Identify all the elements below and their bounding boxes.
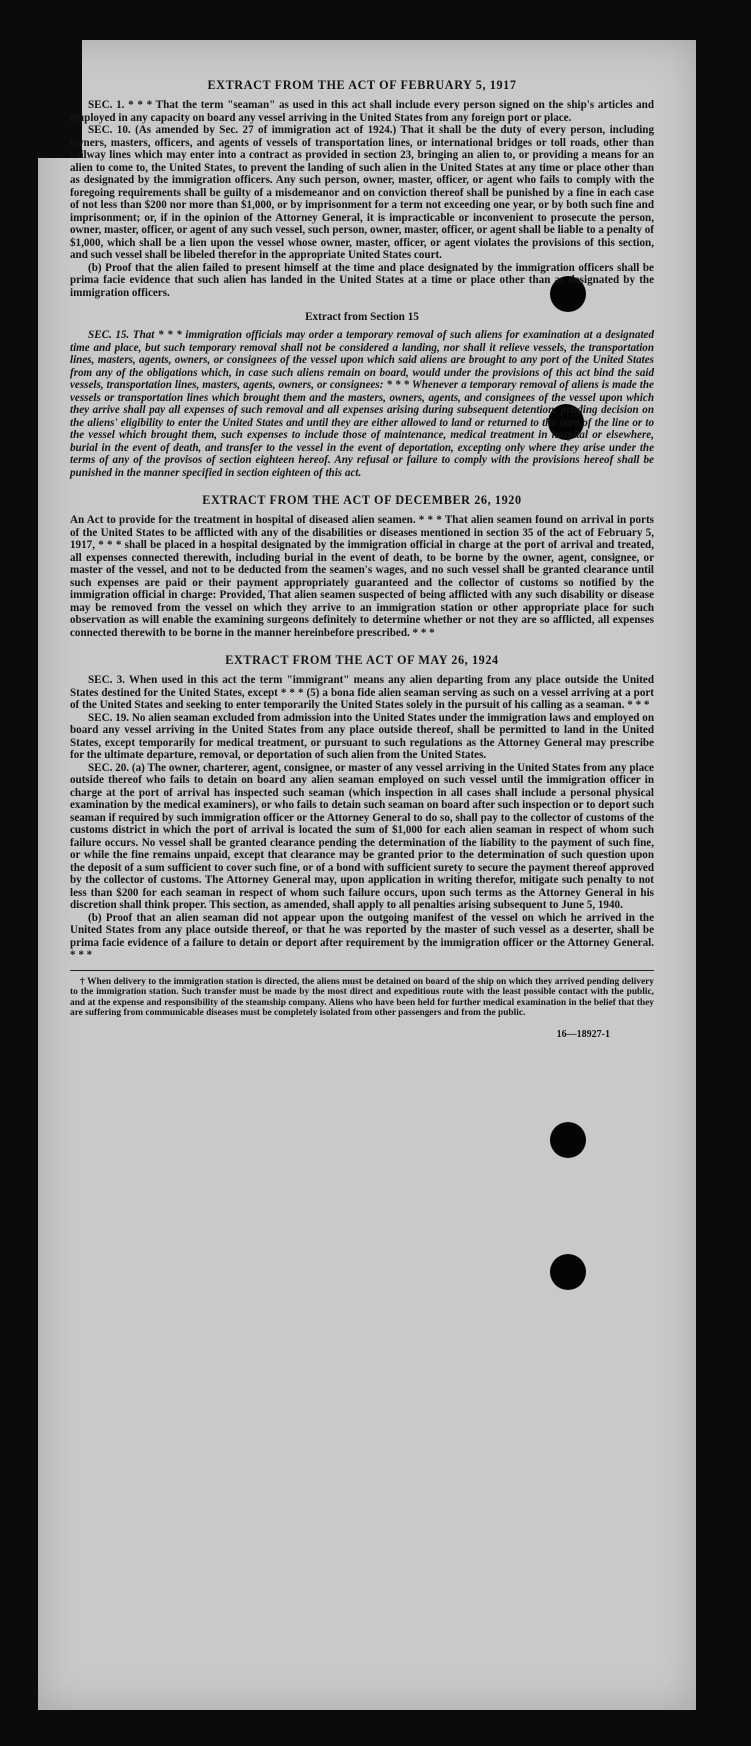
- paragraph-sec19: SEC. 19. No alien seaman excluded from admission into the United States under the immigration laws and employed on board any vessel arriving in the United States from any place outside thereof, shall be permitted to land in the United States, except temporarily for medical treatment, or pursuant to such regulations as the Attorney General may prescribe for the ultimate departure, removal, or deportation of such alien from the United States.: [70, 711, 654, 761]
- section-heading-feb-1917: EXTRACT FROM THE ACT OF FEBRUARY 5, 1917: [207, 78, 517, 92]
- paragraph-sec20-b: (b) Proof that an alien seaman did not appear upon the outgoing manifest of the vessel on which he arrived in the United States from any place outside thereof, or that he was reported by the master of such vessel as a deserter, shall be prima facie evidence of a failure to detain or deport after requirement by the immigration officer or the Attorney General. * * *: [70, 911, 654, 961]
- paragraph-sec20-a: SEC. 20. (a) The owner, charterer, agent, consignee, or master of any vessel arriving in the United States from any place outside thereof who fails to detain on board any alien seaman employed on such vessel until the immigration officer in charge at the port of arrival has inspected such seaman (which inspection in all cases shall include a personal physical examination by the medical examiners), or who fails to detain such seaman on board after such inspection or to deport such seaman if required by such immigration officer or the Attorney General to do so, shall pay to the collector of customs of the customs district in which the port of arrival is located the sum of $1,000 for each alien seaman in respect of whom such failure occurs. No vessel shall be granted clearance pending the determination of the liability to the payment of such fine, or while the fine remains unpaid, except that clearance may be granted prior to the determination of such question upon the deposit of a sum sufficient to cover such fine, or of a bond with sufficient surety to secure the payment thereof approved by the collector of customs. The Attorney General may, upon application in writing therefor, mitigate such penalty to not less than $200 for each seaman in respect of whom such failure occurs, upon such terms as the Attorney General in his discretion shall think proper. This section, as amended, shall apply to all penalties arising subsequent to June 5, 1940.: [70, 761, 654, 911]
- paragraph-sec10: SEC. 10. (As amended by Sec. 27 of immigration act of 1924.) That it shall be the duty of every person, including owners, masters, officers, and agents of vessels of transportation lines, or international bridges or toll roads, other than railway lines which may enter into a contract as provided in section 23, bringing an alien to, or providing a means for an alien to come to, the United States, to prevent the landing of such alien in the United States at any time or place other than as designated by the immigration officers. Any such person, owner, master, officer, or agent who fails to comply with the foregoing requirements shall be guilty of a misdemeanor and on conviction thereof shall be punished by a fine in each case of not less than $200 nor more than $1,000, or by imprisonment for a term not exceeding one year, or by both such fine and imprisonment; or, if in the opinion of the Attorney General, it is impracticable or inconvenient to prosecute the person, owner, master, officer, or agent of any such vessel, such person, owner, master, officer, or agent shall be liable to a penalty of $1,000, which shall be a lien upon the vessel whose owner, master, officer, or agent violates the provisions of this section, and such vessel shall be libeled therefor in the appropriate United States court.: [70, 124, 654, 261]
- punch-hole: [550, 1254, 586, 1290]
- paragraph-sec1: SEC. 1. * * * That the term "seaman" as used in this act shall include every person signed on the ship's articles and employed in any capacity on board any vessel arriving in the United States from any foreign port or place.: [70, 99, 654, 124]
- footnote: [70, 970, 654, 1019]
- punch-hole: [550, 1122, 586, 1158]
- section-heading-dec-1920: EXTRACT FROM THE ACT OF DECEMBER 26, 1920: [202, 493, 522, 507]
- paragraph-sec10-b: (b) Proof that the alien failed to present himself at the time and place designated by the immigration officers shall be prima facie evidence that such alien has landed in the United States at a time or place other than as designated by the immigration officers.: [70, 261, 654, 299]
- footnote-text: † When delivery to the immigration station is directed, the aliens must be detained on board of the ship on which they arrived pending delivery to the immigration station. Such transfer must be made by the most direct and expeditious route with the least possible contact with the public, and at the expense and responsibility of the steamship company. Aliens who have been held for further medical examination in the belief that they are suffering from communicable diseases must be completely isolated from other passengers and from the public.: [70, 976, 654, 1019]
- paragraph-sec3: SEC. 3. When used in this act the term "immigrant" means any alien departing from any place outside the United States destined for the United States, except * * * (5) a bona fide alien seaman serving as such on a vessel arriving at a port of the United States and seeking to enter temporarily the United States solely in the pursuit of his calling as a seaman. * * *: [70, 674, 654, 711]
- section-heading-may-1924: EXTRACT FROM THE ACT OF MAY 26, 1924: [225, 653, 499, 667]
- faint-stamp: [360, 1535, 621, 1570]
- form-number: 16—18927-1: [556, 1028, 610, 1040]
- document-body: [70, 58, 654, 1040]
- paragraph-sec15: SEC. 15. That * * * immigration officials may order a temporary removal of such aliens for examination at a designated time and place, but such temporary removal shall not be considered a landing, nor shall it relieve vessels, the transportation lines, masters, agents, owners, or consignees of the vessel upon which said aliens are brought to any port of the United States from any of the obligations which, in case such aliens remain on board, would under the provisions of this act bind the said vessels, transportation lines, masters, agents, owners, or consignees: * * * Whenever a temporary removal of aliens is made the vessels or transportation lines which brought them and the masters, owners, agents, and consignees of the vessel upon which they arrive shall pay all expenses of such removal and all expenses arising during subsequent detention, pending decision on the aliens' eligibility to enter the United States and until they are either allowed to land or returned to the care of the line or to the vessel which brought them, such expenses to include those of maintenance, medical treatment in hospital or elsewhere, burial in the event of death, and transfer to the vessel in the event of deportation, excepting only where they arise under the terms of any of the provisos of section eighteen hereof. Any refusal or failure to comply with the provisions hereof shall be punished in the manner specified in section eighteen of this act.: [70, 329, 654, 479]
- subheading-section-15: Extract from Section 15: [305, 311, 419, 323]
- section-15: [70, 311, 654, 479]
- paragraph-act-1920: An Act to provide for the treatment in hospital of diseased alien seamen. * * * That alien seamen found on arrival in ports of the United States to be afflicted with any of the disabilities or diseases mentioned in section 35 of the act of February 5, 1917, * * * shall be placed in a hospital designated by the immigration official in charge at the port of arrival and treated, all expenses connected therewith, including burial in the event of death, to be borne by the owner, agent, consignee, or master of the vessel, and not to be deducted from the seamen's wages, and no such vessel shall be granted clearance until such expenses are paid or their payment appropriately guaranteed and the collector of customs so notified by the immigration official in charge: Provided, That alien seamen suspected of being afflicted with any such disability or disease may be removed from the vessel on which they arrive to an immigration station or other appropriate place for such observation as will enable the examining surgeons definitely to determine whether or not they are so afflicted, all expenses connected therewith to be borne in the manner hereinbefore prescribed. * * *: [70, 514, 654, 639]
